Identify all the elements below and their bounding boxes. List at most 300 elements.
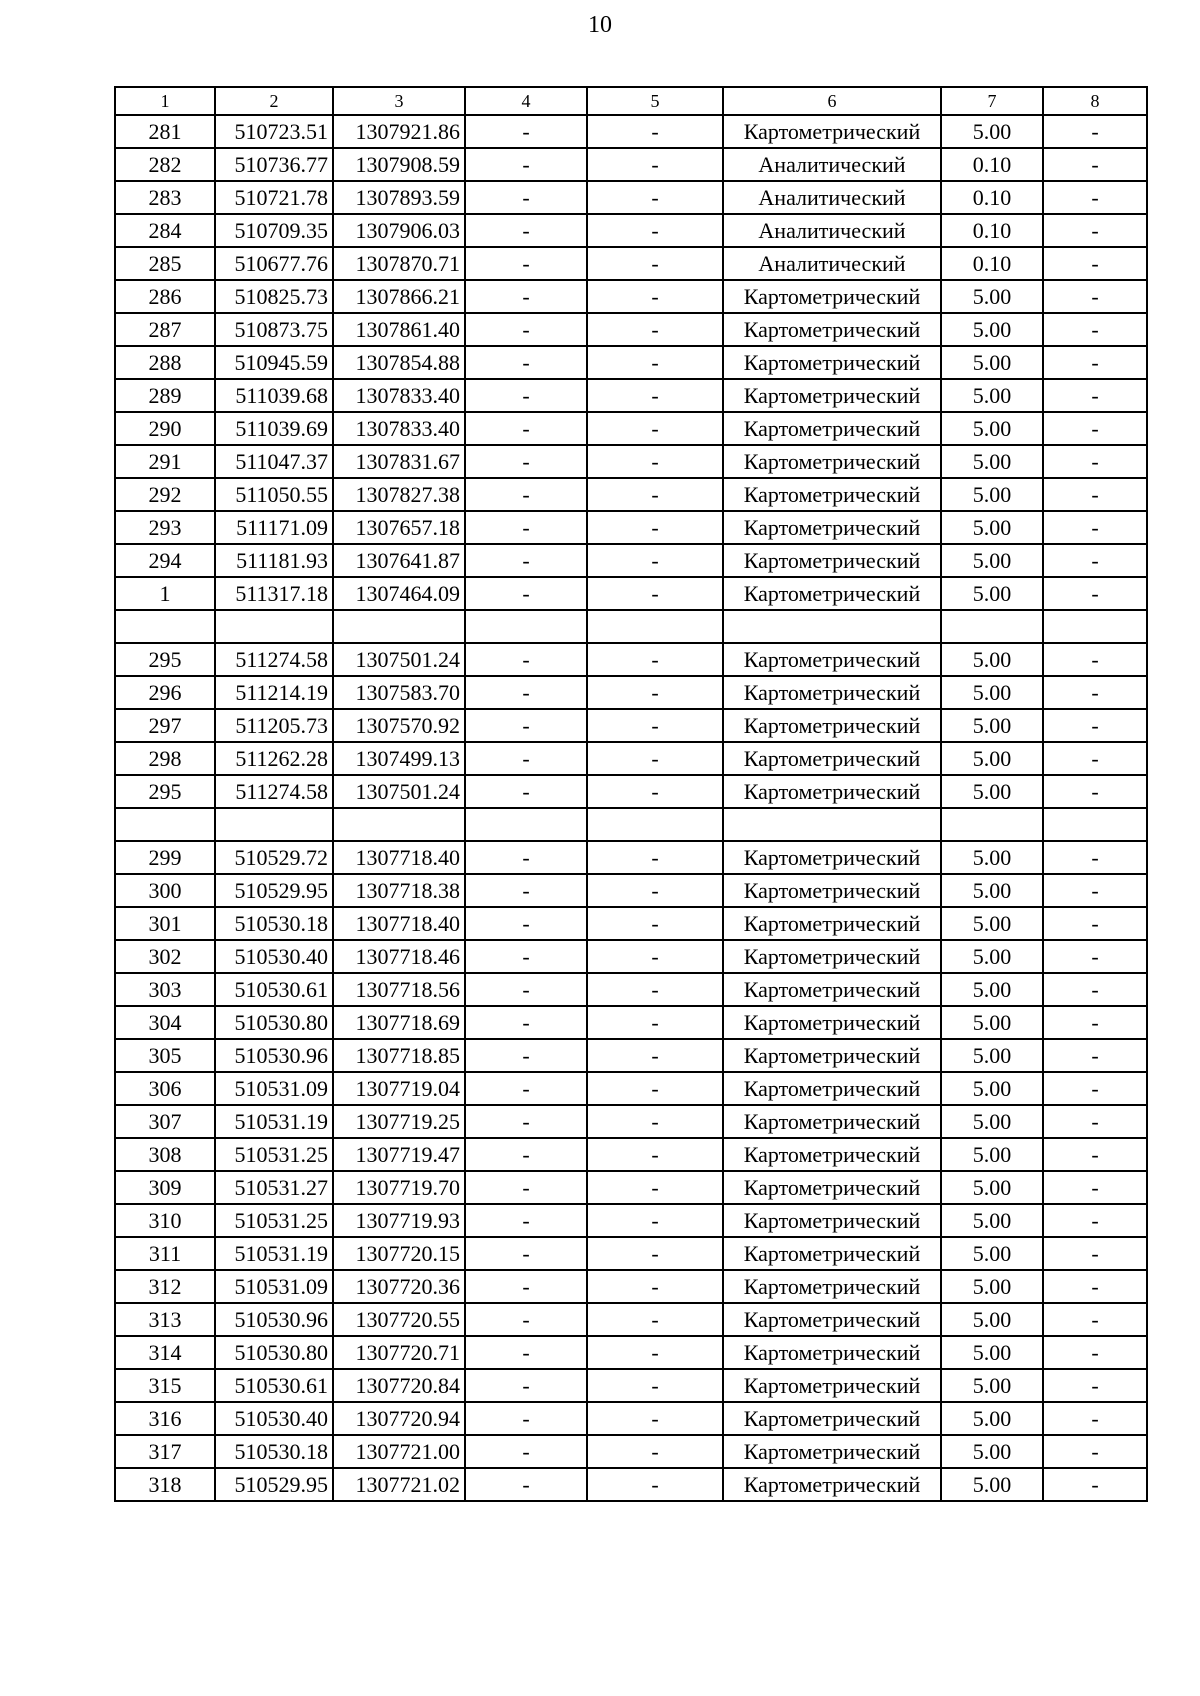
method-cell: Картометрический xyxy=(723,1105,941,1138)
x-coordinate-cell: 510529.72 xyxy=(215,841,333,874)
point-number-cell: 304 xyxy=(115,1006,215,1039)
col8-cell: - xyxy=(1043,874,1147,907)
col4-cell: - xyxy=(465,1402,587,1435)
method-cell: Картометрический xyxy=(723,742,941,775)
y-coordinate-cell: 1307718.38 xyxy=(333,874,465,907)
table-row xyxy=(115,643,1147,676)
col5-cell: - xyxy=(587,412,723,445)
y-coordinate-cell: 1307721.00 xyxy=(333,1435,465,1468)
y-coordinate-cell xyxy=(333,610,465,643)
table-body xyxy=(115,87,1147,1501)
method-cell: Картометрический xyxy=(723,478,941,511)
col5-cell: - xyxy=(587,247,723,280)
header-cell: 2 xyxy=(215,87,333,115)
point-number-cell: 284 xyxy=(115,214,215,247)
x-coordinate-cell: 510945.59 xyxy=(215,346,333,379)
x-coordinate-cell: 511171.09 xyxy=(215,511,333,544)
col5-cell: - xyxy=(587,379,723,412)
y-coordinate-cell: 1307831.67 xyxy=(333,445,465,478)
accuracy-cell: 5.00 xyxy=(941,1336,1043,1369)
table-row xyxy=(115,973,1147,1006)
table-row xyxy=(115,1336,1147,1369)
col5-cell: - xyxy=(587,907,723,940)
x-coordinate-cell: 510531.09 xyxy=(215,1270,333,1303)
x-coordinate-cell: 511050.55 xyxy=(215,478,333,511)
table-row xyxy=(115,742,1147,775)
col8-cell: - xyxy=(1043,1369,1147,1402)
col4-cell: - xyxy=(465,940,587,973)
col5-cell: - xyxy=(587,313,723,346)
accuracy-cell: 5.00 xyxy=(941,280,1043,313)
point-number-cell: 310 xyxy=(115,1204,215,1237)
col4-cell: - xyxy=(465,973,587,1006)
x-coordinate-cell: 511214.19 xyxy=(215,676,333,709)
col8-cell: - xyxy=(1043,1204,1147,1237)
y-coordinate-cell: 1307861.40 xyxy=(333,313,465,346)
x-coordinate-cell: 510530.80 xyxy=(215,1336,333,1369)
method-cell: Картометрический xyxy=(723,1039,941,1072)
method-cell xyxy=(723,808,941,841)
point-number-cell: 290 xyxy=(115,412,215,445)
accuracy-cell xyxy=(941,610,1043,643)
accuracy-cell: 5.00 xyxy=(941,1006,1043,1039)
y-coordinate-cell: 1307720.36 xyxy=(333,1270,465,1303)
col8-cell: - xyxy=(1043,445,1147,478)
header-cell: 5 xyxy=(587,87,723,115)
col8-cell: - xyxy=(1043,115,1147,148)
col4-cell xyxy=(465,808,587,841)
point-number-cell: 296 xyxy=(115,676,215,709)
method-cell: Картометрический xyxy=(723,1435,941,1468)
method-cell: Картометрический xyxy=(723,1171,941,1204)
y-coordinate-cell: 1307833.40 xyxy=(333,379,465,412)
table-row xyxy=(115,1105,1147,1138)
col8-cell: - xyxy=(1043,478,1147,511)
point-number-cell: 288 xyxy=(115,346,215,379)
x-coordinate-cell: 511039.68 xyxy=(215,379,333,412)
x-coordinate-cell: 510530.61 xyxy=(215,973,333,1006)
y-coordinate-cell: 1307720.94 xyxy=(333,1402,465,1435)
method-cell: Аналитический xyxy=(723,247,941,280)
col4-cell: - xyxy=(465,1204,587,1237)
y-coordinate-cell: 1307501.24 xyxy=(333,643,465,676)
point-number-cell xyxy=(115,808,215,841)
col8-cell: - xyxy=(1043,841,1147,874)
col8-cell: - xyxy=(1043,940,1147,973)
accuracy-cell: 5.00 xyxy=(941,1468,1043,1501)
point-number-cell: 307 xyxy=(115,1105,215,1138)
x-coordinate-cell: 510531.19 xyxy=(215,1237,333,1270)
point-number-cell: 295 xyxy=(115,775,215,808)
col8-cell: - xyxy=(1043,973,1147,1006)
col8-cell: - xyxy=(1043,775,1147,808)
y-coordinate-cell: 1307720.55 xyxy=(333,1303,465,1336)
accuracy-cell: 5.00 xyxy=(941,346,1043,379)
col5-cell: - xyxy=(587,1006,723,1039)
point-number-cell: 302 xyxy=(115,940,215,973)
col4-cell: - xyxy=(465,1138,587,1171)
y-coordinate-cell: 1307720.15 xyxy=(333,1237,465,1270)
col5-cell: - xyxy=(587,1204,723,1237)
point-number-cell: 313 xyxy=(115,1303,215,1336)
header-cell: 1 xyxy=(115,87,215,115)
col4-cell: - xyxy=(465,874,587,907)
col4-cell: - xyxy=(465,676,587,709)
point-number-cell: 312 xyxy=(115,1270,215,1303)
method-cell: Картометрический xyxy=(723,1303,941,1336)
accuracy-cell: 5.00 xyxy=(941,742,1043,775)
col5-cell: - xyxy=(587,841,723,874)
y-coordinate-cell: 1307718.40 xyxy=(333,841,465,874)
y-coordinate-cell: 1307718.46 xyxy=(333,940,465,973)
col8-cell: - xyxy=(1043,1171,1147,1204)
point-number-cell: 303 xyxy=(115,973,215,1006)
point-number-cell: 295 xyxy=(115,643,215,676)
y-coordinate-cell: 1307719.93 xyxy=(333,1204,465,1237)
accuracy-cell: 0.10 xyxy=(941,247,1043,280)
col8-cell: - xyxy=(1043,280,1147,313)
col5-cell: - xyxy=(587,1435,723,1468)
col5-cell: - xyxy=(587,1237,723,1270)
table-row xyxy=(115,1270,1147,1303)
point-number-cell: 305 xyxy=(115,1039,215,1072)
y-coordinate-cell: 1307641.87 xyxy=(333,544,465,577)
method-cell: Картометрический xyxy=(723,1072,941,1105)
col8-cell: - xyxy=(1043,1336,1147,1369)
y-coordinate-cell: 1307501.24 xyxy=(333,775,465,808)
accuracy-cell: 5.00 xyxy=(941,478,1043,511)
col8-cell: - xyxy=(1043,181,1147,214)
point-number-cell: 298 xyxy=(115,742,215,775)
method-cell: Картометрический xyxy=(723,940,941,973)
y-coordinate-cell: 1307720.84 xyxy=(333,1369,465,1402)
accuracy-cell: 5.00 xyxy=(941,1402,1043,1435)
table-row xyxy=(115,1237,1147,1270)
col8-cell: - xyxy=(1043,1270,1147,1303)
accuracy-cell: 5.00 xyxy=(941,511,1043,544)
accuracy-cell: 0.10 xyxy=(941,181,1043,214)
table-row xyxy=(115,610,1147,643)
point-number-cell: 292 xyxy=(115,478,215,511)
header-cell: 3 xyxy=(333,87,465,115)
table-row xyxy=(115,214,1147,247)
x-coordinate-cell: 510530.18 xyxy=(215,907,333,940)
x-coordinate-cell: 510723.51 xyxy=(215,115,333,148)
table-row xyxy=(115,181,1147,214)
x-coordinate-cell: 510825.73 xyxy=(215,280,333,313)
x-coordinate-cell: 510529.95 xyxy=(215,1468,333,1501)
point-number-cell xyxy=(115,610,215,643)
col8-cell: - xyxy=(1043,1468,1147,1501)
table-row xyxy=(115,676,1147,709)
table-row xyxy=(115,115,1147,148)
col5-cell: - xyxy=(587,1336,723,1369)
accuracy-cell: 5.00 xyxy=(941,379,1043,412)
accuracy-cell: 5.00 xyxy=(941,1204,1043,1237)
table-header-row xyxy=(115,87,1147,115)
col8-cell: - xyxy=(1043,148,1147,181)
point-number-cell: 317 xyxy=(115,1435,215,1468)
col5-cell: - xyxy=(587,775,723,808)
col5-cell: - xyxy=(587,874,723,907)
col4-cell: - xyxy=(465,544,587,577)
col5-cell: - xyxy=(587,544,723,577)
y-coordinate-cell: 1307718.56 xyxy=(333,973,465,1006)
table-row xyxy=(115,1468,1147,1501)
method-cell: Картометрический xyxy=(723,907,941,940)
y-coordinate-cell: 1307893.59 xyxy=(333,181,465,214)
accuracy-cell: 5.00 xyxy=(941,841,1043,874)
col8-cell: - xyxy=(1043,1402,1147,1435)
col5-cell: - xyxy=(587,115,723,148)
table-row xyxy=(115,874,1147,907)
point-number-cell: 318 xyxy=(115,1468,215,1501)
col4-cell: - xyxy=(465,247,587,280)
point-number-cell: 315 xyxy=(115,1369,215,1402)
point-number-cell: 316 xyxy=(115,1402,215,1435)
col8-cell: - xyxy=(1043,1138,1147,1171)
col8-cell: - xyxy=(1043,1072,1147,1105)
col4-cell: - xyxy=(465,1303,587,1336)
header-cell: 6 xyxy=(723,87,941,115)
table-row xyxy=(115,544,1147,577)
x-coordinate-cell: 511317.18 xyxy=(215,577,333,610)
x-coordinate-cell: 510531.09 xyxy=(215,1072,333,1105)
col4-cell: - xyxy=(465,214,587,247)
x-coordinate-cell: 510530.40 xyxy=(215,1402,333,1435)
page-number: 10 xyxy=(588,12,612,38)
x-coordinate-cell: 510709.35 xyxy=(215,214,333,247)
col5-cell: - xyxy=(587,1171,723,1204)
table-row xyxy=(115,247,1147,280)
y-coordinate-cell: 1307718.40 xyxy=(333,907,465,940)
col4-cell: - xyxy=(465,643,587,676)
col4-cell: - xyxy=(465,1171,587,1204)
col5-cell: - xyxy=(587,1402,723,1435)
table-row xyxy=(115,577,1147,610)
accuracy-cell: 5.00 xyxy=(941,115,1043,148)
x-coordinate-cell: 510530.96 xyxy=(215,1039,333,1072)
method-cell: Картометрический xyxy=(723,709,941,742)
col8-cell xyxy=(1043,808,1147,841)
accuracy-cell: 5.00 xyxy=(941,775,1043,808)
col4-cell: - xyxy=(465,181,587,214)
col8-cell: - xyxy=(1043,577,1147,610)
col8-cell: - xyxy=(1043,1105,1147,1138)
coordinates-table xyxy=(114,86,1148,1502)
y-coordinate-cell: 1307866.21 xyxy=(333,280,465,313)
header-cell: 8 xyxy=(1043,87,1147,115)
accuracy-cell: 5.00 xyxy=(941,1138,1043,1171)
x-coordinate-cell: 510531.27 xyxy=(215,1171,333,1204)
col5-cell: - xyxy=(587,280,723,313)
col4-cell: - xyxy=(465,1006,587,1039)
point-number-cell: 306 xyxy=(115,1072,215,1105)
x-coordinate-cell: 510873.75 xyxy=(215,313,333,346)
col4-cell: - xyxy=(465,1039,587,1072)
method-cell: Картометрический xyxy=(723,676,941,709)
y-coordinate-cell: 1307921.86 xyxy=(333,115,465,148)
method-cell: Картометрический xyxy=(723,973,941,1006)
col8-cell: - xyxy=(1043,643,1147,676)
method-cell: Картометрический xyxy=(723,643,941,676)
table-row xyxy=(115,148,1147,181)
point-number-cell: 283 xyxy=(115,181,215,214)
table-row xyxy=(115,775,1147,808)
method-cell: Картометрический xyxy=(723,511,941,544)
accuracy-cell: 5.00 xyxy=(941,940,1043,973)
point-number-cell: 285 xyxy=(115,247,215,280)
method-cell: Картометрический xyxy=(723,1204,941,1237)
x-coordinate-cell: 510530.61 xyxy=(215,1369,333,1402)
col5-cell xyxy=(587,808,723,841)
col8-cell: - xyxy=(1043,907,1147,940)
table-row xyxy=(115,445,1147,478)
x-coordinate-cell: 511047.37 xyxy=(215,445,333,478)
col4-cell: - xyxy=(465,445,587,478)
col4-cell: - xyxy=(465,412,587,445)
method-cell: Картометрический xyxy=(723,1237,941,1270)
col4-cell: - xyxy=(465,1435,587,1468)
y-coordinate-cell: 1307499.13 xyxy=(333,742,465,775)
table-row xyxy=(115,412,1147,445)
table-row xyxy=(115,346,1147,379)
table-row xyxy=(115,808,1147,841)
accuracy-cell: 5.00 xyxy=(941,445,1043,478)
method-cell: Картометрический xyxy=(723,577,941,610)
col8-cell: - xyxy=(1043,1039,1147,1072)
y-coordinate-cell: 1307718.85 xyxy=(333,1039,465,1072)
col8-cell: - xyxy=(1043,1006,1147,1039)
table-row xyxy=(115,379,1147,412)
x-coordinate-cell: 511181.93 xyxy=(215,544,333,577)
col5-cell: - xyxy=(587,676,723,709)
col8-cell: - xyxy=(1043,709,1147,742)
col5-cell: - xyxy=(587,478,723,511)
method-cell: Картометрический xyxy=(723,1270,941,1303)
method-cell: Картометрический xyxy=(723,115,941,148)
point-number-cell: 282 xyxy=(115,148,215,181)
method-cell: Картометрический xyxy=(723,313,941,346)
x-coordinate-cell: 510677.76 xyxy=(215,247,333,280)
table-row xyxy=(115,1072,1147,1105)
y-coordinate-cell: 1307464.09 xyxy=(333,577,465,610)
x-coordinate-cell: 510530.80 xyxy=(215,1006,333,1039)
method-cell: Картометрический xyxy=(723,1006,941,1039)
col4-cell: - xyxy=(465,148,587,181)
accuracy-cell: 0.10 xyxy=(941,148,1043,181)
x-coordinate-cell: 510531.19 xyxy=(215,1105,333,1138)
table-row xyxy=(115,478,1147,511)
method-cell: Картометрический xyxy=(723,1336,941,1369)
col4-cell: - xyxy=(465,775,587,808)
accuracy-cell: 5.00 xyxy=(941,412,1043,445)
y-coordinate-cell: 1307719.47 xyxy=(333,1138,465,1171)
accuracy-cell: 5.00 xyxy=(941,643,1043,676)
method-cell xyxy=(723,610,941,643)
x-coordinate-cell: 510531.25 xyxy=(215,1138,333,1171)
method-cell: Картометрический xyxy=(723,1138,941,1171)
accuracy-cell xyxy=(941,808,1043,841)
method-cell: Картометрический xyxy=(723,544,941,577)
col8-cell: - xyxy=(1043,742,1147,775)
col5-cell: - xyxy=(587,346,723,379)
method-cell: Аналитический xyxy=(723,148,941,181)
accuracy-cell: 5.00 xyxy=(941,709,1043,742)
table-row xyxy=(115,1171,1147,1204)
col4-cell: - xyxy=(465,577,587,610)
table-row xyxy=(115,841,1147,874)
col4-cell xyxy=(465,610,587,643)
table-row xyxy=(115,511,1147,544)
accuracy-cell: 5.00 xyxy=(941,1072,1043,1105)
y-coordinate-cell: 1307827.38 xyxy=(333,478,465,511)
col4-cell: - xyxy=(465,115,587,148)
point-number-cell: 1 xyxy=(115,577,215,610)
x-coordinate-cell: 510530.18 xyxy=(215,1435,333,1468)
accuracy-cell: 5.00 xyxy=(941,973,1043,1006)
y-coordinate-cell: 1307833.40 xyxy=(333,412,465,445)
x-coordinate-cell: 510530.96 xyxy=(215,1303,333,1336)
col4-cell: - xyxy=(465,313,587,346)
col5-cell: - xyxy=(587,1039,723,1072)
col4-cell: - xyxy=(465,1270,587,1303)
x-coordinate-cell xyxy=(215,610,333,643)
col5-cell: - xyxy=(587,940,723,973)
col4-cell: - xyxy=(465,478,587,511)
method-cell: Картометрический xyxy=(723,1369,941,1402)
col5-cell xyxy=(587,610,723,643)
method-cell: Картометрический xyxy=(723,874,941,907)
col8-cell: - xyxy=(1043,1237,1147,1270)
col5-cell: - xyxy=(587,643,723,676)
col4-cell: - xyxy=(465,379,587,412)
accuracy-cell: 0.10 xyxy=(941,214,1043,247)
point-number-cell: 281 xyxy=(115,115,215,148)
y-coordinate-cell: 1307906.03 xyxy=(333,214,465,247)
method-cell: Картометрический xyxy=(723,280,941,313)
col4-cell: - xyxy=(465,280,587,313)
point-number-cell: 314 xyxy=(115,1336,215,1369)
x-coordinate-cell: 511205.73 xyxy=(215,709,333,742)
accuracy-cell: 5.00 xyxy=(941,577,1043,610)
x-coordinate-cell: 510529.95 xyxy=(215,874,333,907)
table-row xyxy=(115,907,1147,940)
point-number-cell: 297 xyxy=(115,709,215,742)
y-coordinate-cell: 1307720.71 xyxy=(333,1336,465,1369)
col5-cell: - xyxy=(587,214,723,247)
method-cell: Картометрический xyxy=(723,775,941,808)
point-number-cell: 286 xyxy=(115,280,215,313)
x-coordinate-cell: 510530.40 xyxy=(215,940,333,973)
method-cell: Картометрический xyxy=(723,1468,941,1501)
x-coordinate-cell: 511039.69 xyxy=(215,412,333,445)
y-coordinate-cell: 1307657.18 xyxy=(333,511,465,544)
point-number-cell: 311 xyxy=(115,1237,215,1270)
col5-cell: - xyxy=(587,1105,723,1138)
y-coordinate-cell: 1307854.88 xyxy=(333,346,465,379)
accuracy-cell: 5.00 xyxy=(941,1171,1043,1204)
col4-cell: - xyxy=(465,346,587,379)
header-cell: 4 xyxy=(465,87,587,115)
table-row xyxy=(115,1369,1147,1402)
point-number-cell: 287 xyxy=(115,313,215,346)
method-cell: Картометрический xyxy=(723,1402,941,1435)
col4-cell: - xyxy=(465,907,587,940)
x-coordinate-cell: 511274.58 xyxy=(215,643,333,676)
y-coordinate-cell: 1307718.69 xyxy=(333,1006,465,1039)
table-row xyxy=(115,1402,1147,1435)
